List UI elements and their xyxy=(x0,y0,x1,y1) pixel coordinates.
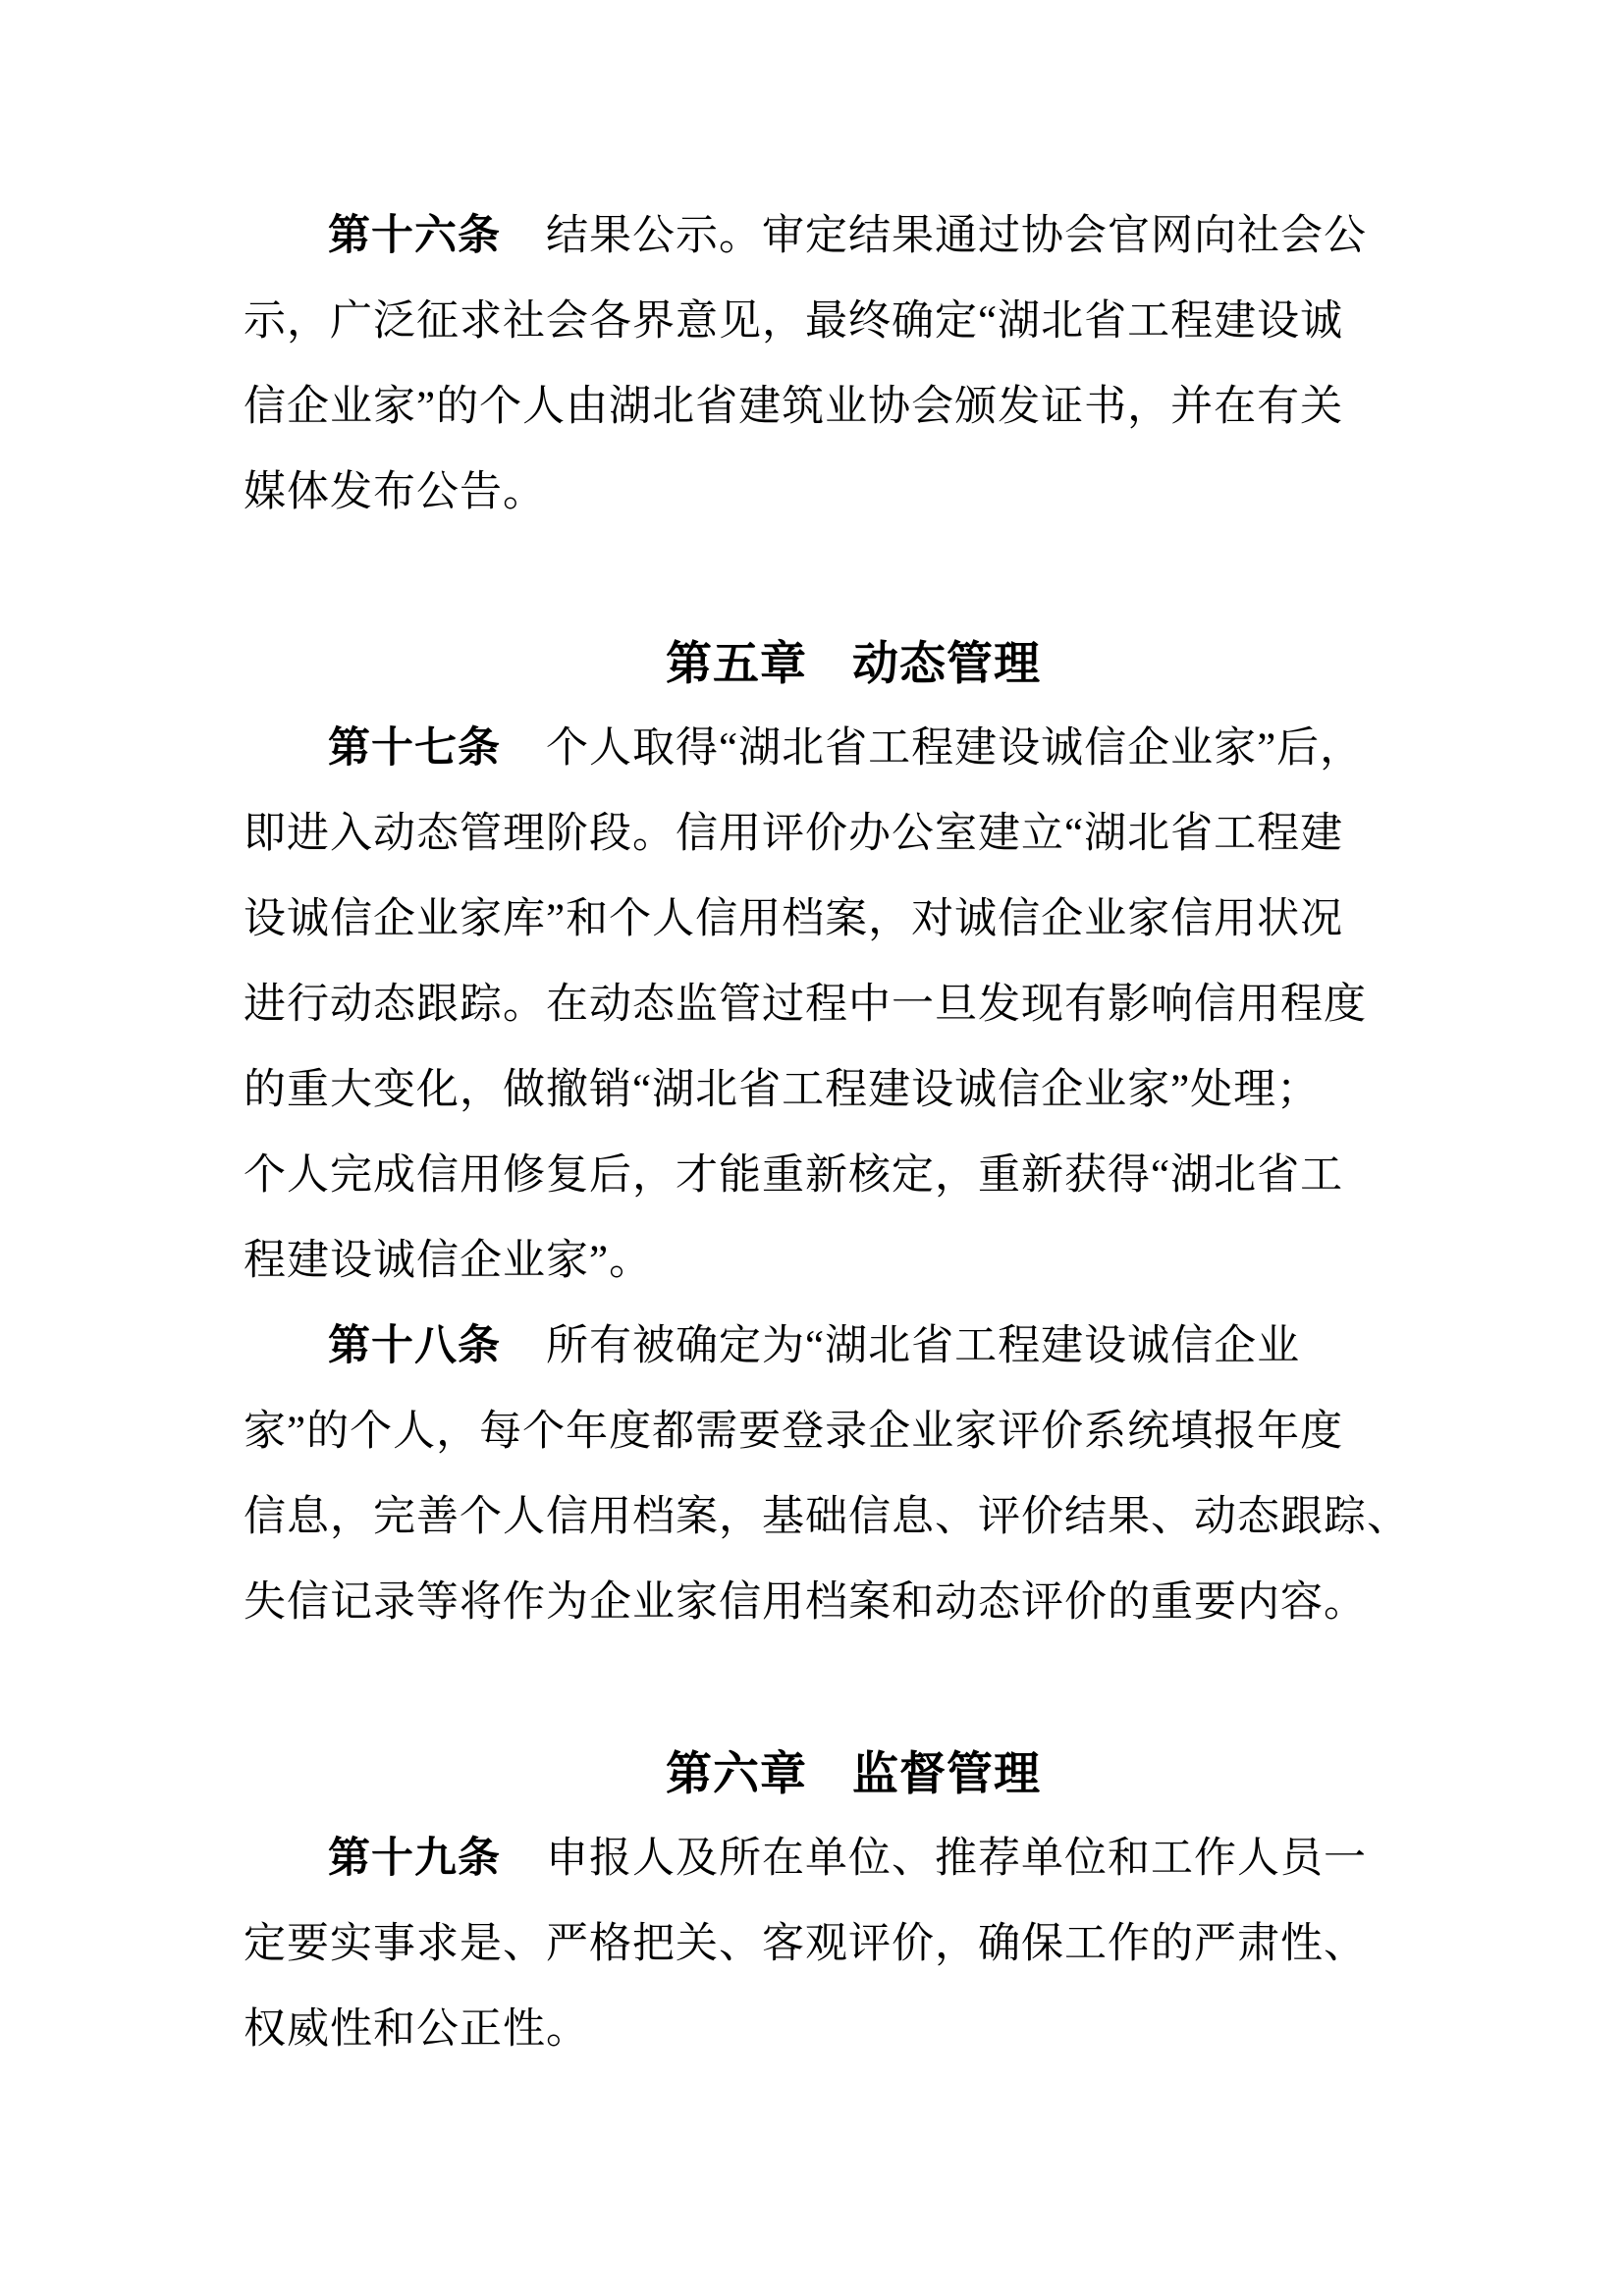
article-18-label: 第十八条 xyxy=(328,1323,501,1369)
paragraph-line xyxy=(244,1816,1379,1901)
paragraph-text: 个人取得“湖北省工程建设诚信企业家”后， xyxy=(546,725,1364,772)
article-16-paragraph xyxy=(244,193,1379,535)
paragraph-line: 进行动态跟踪。在动态监管过程中一旦发现有影响信用程度 xyxy=(244,982,1367,1028)
paragraph-line: 设诚信企业家库”和个人信用档案，对诚信企业家信用状况 xyxy=(244,896,1344,942)
paragraph-line: 个人完成信用修复后，才能重新核定，重新获得“湖北省工 xyxy=(244,1152,1344,1199)
article-18-paragraph xyxy=(244,1304,1410,1645)
paragraph-line: 权威性和公正性。 xyxy=(244,2006,589,2053)
paragraph-line: 定要实事求是、严格把关、客观评价，确保工作的严肃性、 xyxy=(244,1921,1367,1967)
article-16-label: 第十六条 xyxy=(328,213,501,259)
paragraph-line: 示，广泛征求社会各界意见，最终确定“湖北省工程建设诚 xyxy=(244,298,1344,345)
paragraph-line: 媒体发布公告。 xyxy=(244,469,546,515)
chapter-5-number: 第五章 xyxy=(666,637,807,689)
article-17-label: 第十七条 xyxy=(328,725,501,772)
article-19-label: 第十九条 xyxy=(328,1836,501,1882)
article-17-paragraph xyxy=(244,706,1379,1304)
chapter-6-heading xyxy=(328,1731,1379,1816)
chapter-6-number: 第六章 xyxy=(666,1747,807,1799)
paragraph-text: 申报人及所在单位、推荐单位和工作人员一 xyxy=(546,1836,1367,1882)
chapter-5-title: 动态管理 xyxy=(852,637,1041,689)
paragraph-line: 家”的个人，每个年度都需要登录企业家评价系统填报年度 xyxy=(244,1409,1344,1455)
paragraph-text: 结果公示。审定结果通过协会官网向社会公 xyxy=(546,213,1367,259)
article-19-paragraph xyxy=(244,1816,1379,2072)
paragraph-text: 所有被确定为“湖北省工程建设诚信企业 xyxy=(546,1323,1301,1369)
paragraph-line: 的重大变化，做撤销“湖北省工程建设诚信企业家”处理； xyxy=(244,1067,1321,1113)
paragraph-line xyxy=(244,193,1379,279)
paragraph-line: 程建设诚信企业家”。 xyxy=(244,1238,653,1284)
paragraph-line: 信企业家”的个人由湖北省建筑业协会颁发证书，并在有关 xyxy=(244,384,1344,430)
paragraph-line xyxy=(244,706,1379,791)
paragraph-line: 即进入动态管理阶段。信用评价办公室建立“湖北省工程建 xyxy=(244,811,1344,857)
paragraph-line: 信息，完善个人信用档案，基础信息、评价结果、动态跟踪、 xyxy=(244,1494,1410,1540)
chapter-6-title: 监督管理 xyxy=(852,1747,1041,1799)
paragraph-line: 失信记录等将作为企业家信用档案和动态评价的重要内容。 xyxy=(244,1579,1367,1626)
paragraph-line xyxy=(244,1304,1379,1389)
chapter-5-heading xyxy=(328,620,1379,706)
